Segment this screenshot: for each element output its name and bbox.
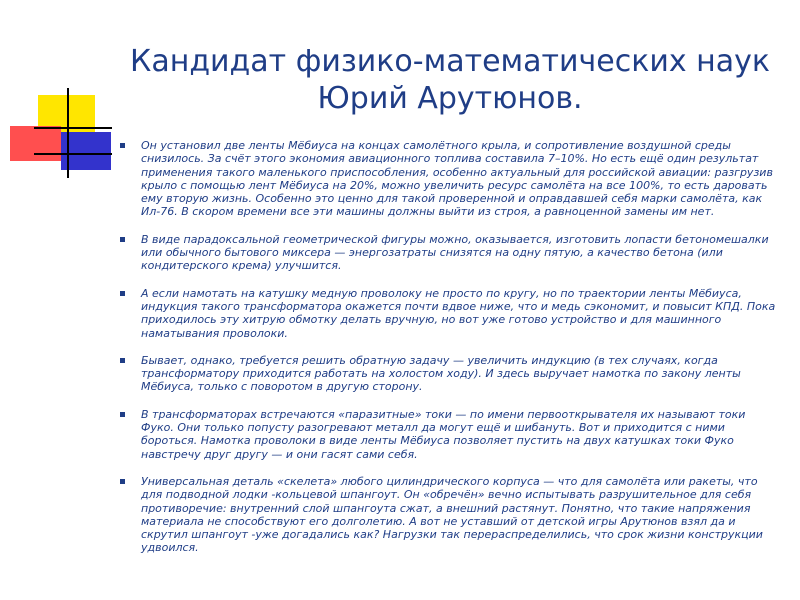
bullet-item-mixer: В виде парадоксальной геометрической фигуры можно, оказывается, изготовить лопасти бетономешалки или обычного бытового миксера — энергозатраты снизятся на одну пятую, а качество бетона (или кондитерского крема) улучшится. <box>120 233 780 273</box>
bullet-item-wing: Он установил две ленты Мёбиуса на концах самолётного крыла, и сопротивление воздушной среды снизилось. За счёт этого экономия авиационного топлива составила 7–10%. Но есть ещё один результат применения такого маленького приспособления, особенно актуальный для российской авиации: разгрузив крыло с помощью лент Мёбиуса на 20%, можно увеличить ресурс самолёта на все 100%, то есть даровать ему вторую жизнь. Особенно это ценно для такой проверенной и оправдавшей себя марки самолёта, как Ил-76. В скором времени все эти машины должны выйти из строя, а равноценной замены им нет. <box>120 139 780 219</box>
bullet-list <box>120 139 780 569</box>
title-line-2: Юрий Арутюнов. <box>317 81 583 116</box>
slide-title <box>100 43 800 117</box>
bullet-item-frame: Универсальная деталь «скелета» любого цилиндрического корпуса — что для самолёта или ракеты, что для подводной лодки -кольцевой шпангоут. Он «обречён» вечно испытывать разрушительное для себя противоречие: внутренний слой шпангоута сжат, а внешний растянут. Понятно, что такие напряжения материала не способствуют его долголетию. А вот не уставший от детской игры Арутюнов взял да и скрутил шпангоут -уже догадались как? Нагрузки так перераспределились, что срок жизни конструкции удвоился. <box>120 475 780 555</box>
title-line-1: Кандидат физико-математических наук <box>130 44 770 79</box>
deco-red-square <box>10 126 61 161</box>
bullet-item-induction: Бывает, однако, требуется решить обратную задачу — увеличить индукцию (в тех случаях, когда трансформатору приходится работать на холостом ходу). И здесь выручает намотка по закону ленты Мёбиуса, только с поворотом в другую сторону. <box>120 354 780 394</box>
bullet-item-coil: А если намотать на катушку медную проволоку не просто по кругу, но по траектории ленты Мёбиуса, индукция такого трансформатора окажется почти вдвое ниже, что и медь сэкономит, и повысит КПД. Пока приходилось эту хитрую обмотку делать вручную, но вот уже готово устройство и для машинного наматывания проволоки. <box>120 287 780 340</box>
bullet-item-foucault: В трансформаторах встречаются «паразитные» токи — по имени первооткрывателя их называют токи Фуко. Они только попусту разогревают металл да могут ещё и шибануть. Вот и приходится с ними бороться. Намотка проволоки в виде ленты Мёбиуса позволяет пустить на двух катушках токи Фуко навстречу друг другу — и они гасят сами себя. <box>120 408 780 461</box>
